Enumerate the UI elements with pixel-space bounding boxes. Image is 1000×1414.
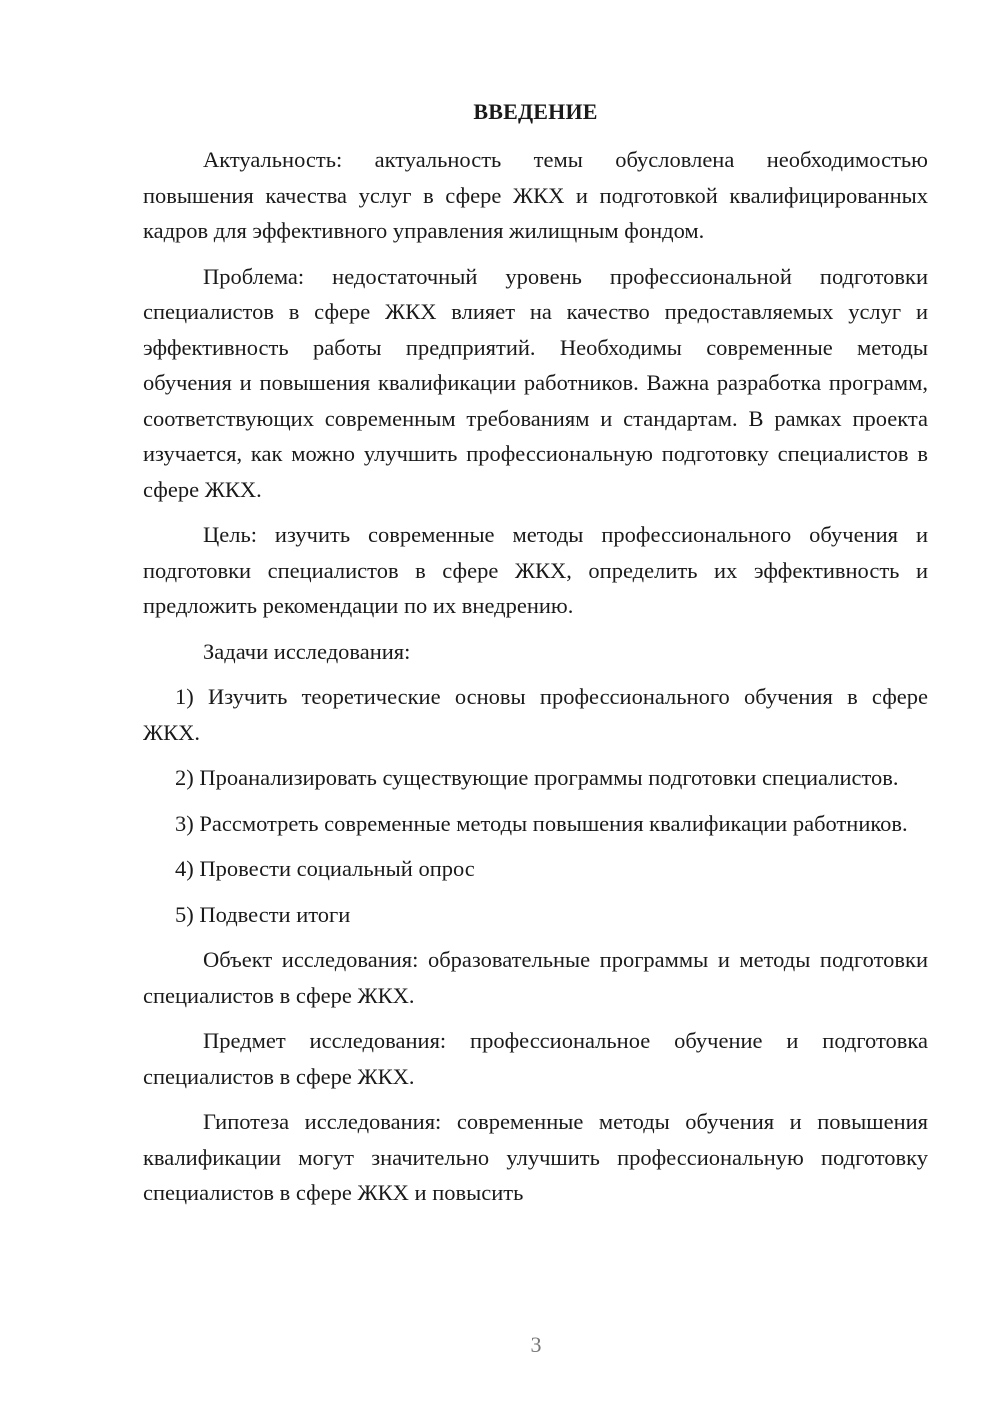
task-item-1: 1) Изучить теоретические основы профессионального обучения в сфере ЖКХ.	[143, 684, 928, 745]
paragraph-relevance: Актуальность: актуальность темы обусловлена необходимостью повышения качества услуг в сфере ЖКХ и подготовкой квалифицированных кадров для эффективного управления жилищным фондом.	[143, 147, 928, 243]
paragraph-goal: Цель: изучить современные методы профессионального обучения и подготовки специалистов в сфере ЖКХ, определить их эффективность и предложить рекомендации по их внедрению.	[143, 522, 928, 618]
page-number: 3	[530, 1332, 542, 1357]
paragraph-subject: Предмет исследования: профессиональное обучение и подготовка специалистов в сфере ЖКХ.	[143, 1028, 928, 1089]
section-heading: ВВЕДЕНИЕ	[473, 99, 598, 124]
paragraph-object: Объект исследования: образовательные программы и методы подготовки специалистов в сфере ЖКХ.	[143, 947, 928, 1008]
task-item-5: 5) Подвести итоги	[175, 901, 351, 927]
paragraph-hypothesis: Гипотеза исследования: современные методы обучения и повышения квалификации могут значительно улучшить профессиональную подготовку специалистов в сфере ЖКХ и повысить	[143, 1109, 928, 1205]
paragraph-tasks-intro: Задачи исследования:	[203, 638, 411, 664]
page-content	[143, 94, 928, 1221]
task-item-3: 3) Рассмотреть современные методы повышения квалификации работников.	[175, 810, 908, 836]
paragraph-problem: Проблема: недостаточный уровень профессиональной подготовки специалистов в сфере ЖКХ влияет на качество предоставляемых услуг и эффективность работы предприятий. Необходимы современные методы обучения и повышения квалификации работников. Важна разработка программ, соответствующих современным требованиям и стандартам. В рамках проекта изучается, как можно улучшить профессиональную подготовку специалистов в сфере ЖКХ.	[143, 263, 928, 502]
task-item-2: 2) Проанализировать существующие программы подготовки специалистов.	[175, 765, 899, 790]
task-item-4: 4) Провести социальный опрос	[175, 856, 475, 881]
